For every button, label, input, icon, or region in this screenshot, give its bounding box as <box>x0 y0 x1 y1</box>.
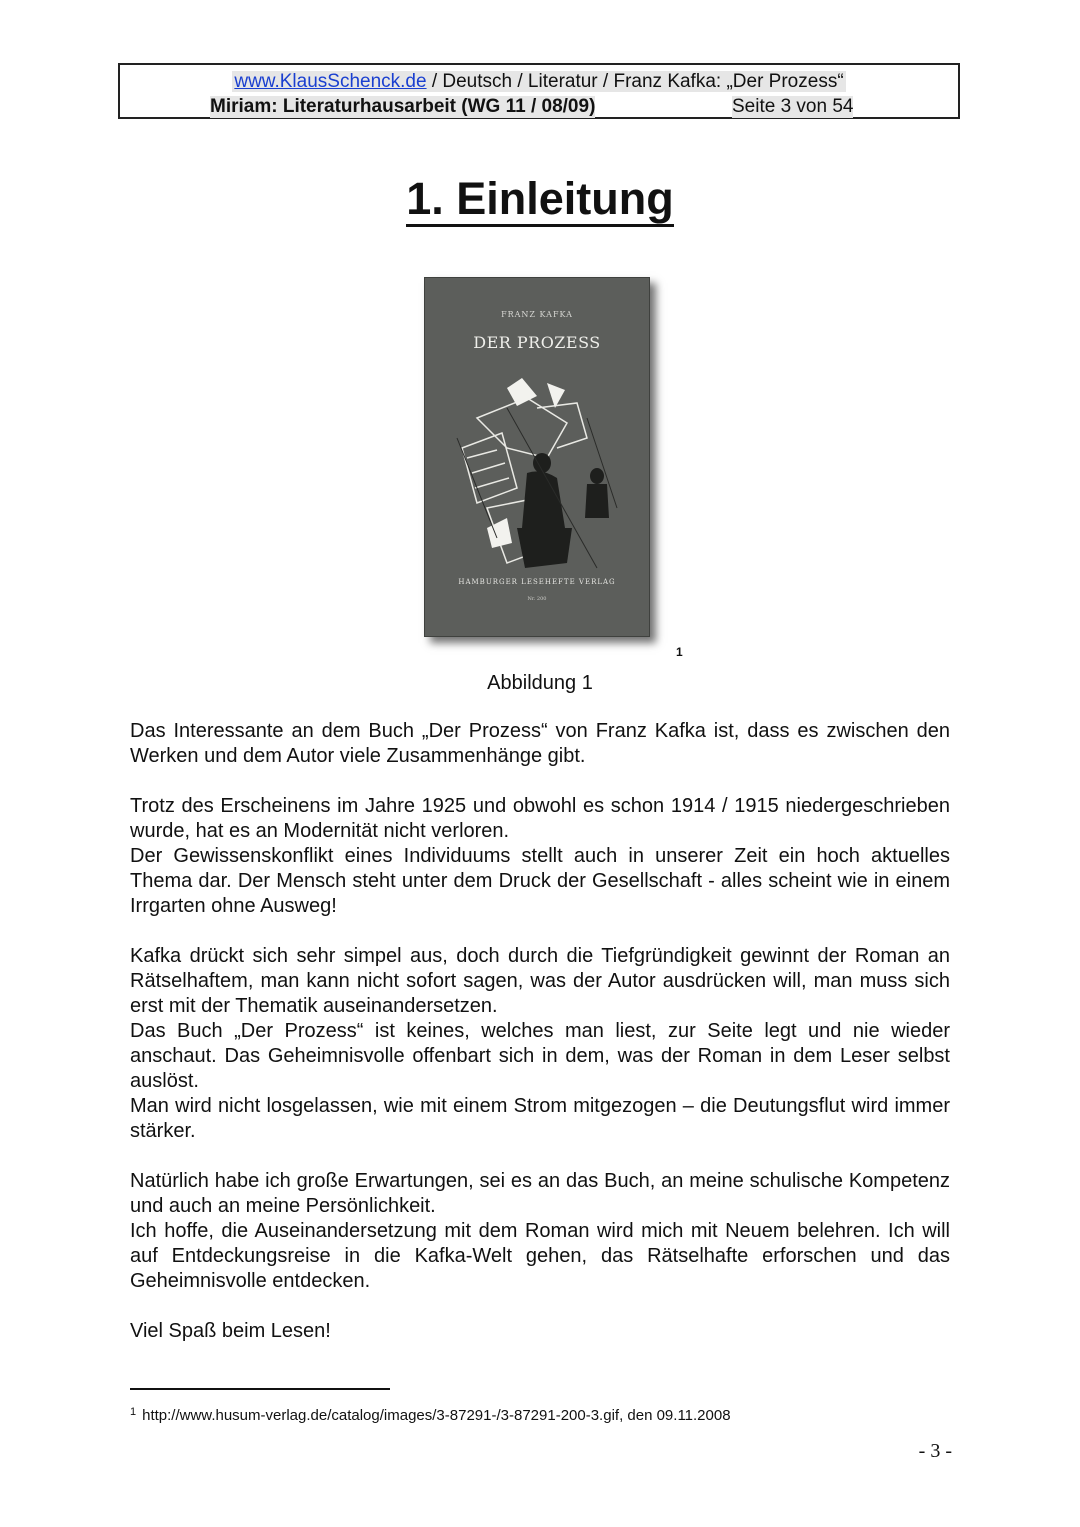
header-subtitle: Miriam: Literaturhausarbeit (WG 11 / 08/09) <box>210 96 596 117</box>
body-text <box>130 719 950 1369</box>
breadcrumb-path: / Deutsch / Literatur / Franz Kafka: „Der Prozess“ <box>426 71 844 92</box>
book-cover-image <box>424 277 650 637</box>
book-cover-title: DER PROZESS <box>473 333 601 352</box>
site-link[interactable]: www.KlausSchenck.de <box>234 71 427 92</box>
page-header <box>118 63 960 119</box>
book-cover-author: FRANZ KAFKA <box>501 310 573 319</box>
figure-footnote-ref: 1 <box>676 645 683 659</box>
paragraph-closing: Viel Spaß beim Lesen! <box>130 1320 331 1342</box>
book-cover-number: Nr. 200 <box>527 596 547 602</box>
paragraph-modernity: Trotz des Erscheinens im Jahre 1925 und obwohl es schon 1914 / 1915 niedergeschrieben wurde, hat es an Modernität nicht verloren. Der Gewissenskonflikt eines Individuums stellt auch in unserer Zeit ein hoch aktuelles Thema dar. Der Mensch steht unter dem Druck der Gesellschaft - alles scheint wie in einem Irrgarten ohne Ausweg! <box>130 795 950 917</box>
paragraph-intro: Das Interessante an dem Buch „Der Prozess“ von Franz Kafka ist, dass es zwischen den Werken und dem Autor viele Zusammenhänge gibt. <box>130 720 950 767</box>
figure-caption: Abbildung 1 <box>487 672 593 694</box>
footnote-number: 1 <box>130 1406 137 1418</box>
book-cover-publisher: HAMBURGER LESEHEFTE VERLAG <box>458 578 616 586</box>
book-cover-illustration <box>447 378 627 578</box>
header-page-info: Seite 3 von 54 <box>732 96 854 117</box>
page-title: 1. Einleitung <box>0 170 1080 228</box>
header-breadcrumb <box>120 71 958 93</box>
page-number: - 3 - <box>918 1440 952 1462</box>
paragraph-style: Kafka drückt sich sehr simpel aus, doch durch die Tiefgründigkeit gewinnt der Roman an Rätselhaftem, man kann nicht sofort sagen, was der Autor ausdrücken will, man muss sich erst mit der Thematik auseinandersetzen. Das Buch „Der Prozess“ ist keines, welches man liest, zur Seite legt und nie wieder anschaut. Das Geheimnisvolle offenbart sich in dem, was der Roman in dem Leser selbst auslöst. Man wird nicht losgelassen, wie mit einem Strom mitgezogen – die Deutungsflut wird immer stärker. <box>130 945 950 1142</box>
footnote <box>130 1402 731 1426</box>
footnote-text[interactable]: http://www.husum-verlag.de/catalog/images/3-87291-/3-87291-200-3.gif, den 09.11.2008 <box>142 1407 731 1424</box>
paragraph-expectations: Natürlich habe ich große Erwartungen, sei es an das Buch, an meine schulische Kompetenz und auch an meine Persönlichkeit. Ich hoffe, die Auseinandersetzung mit dem Roman wird mich mit Neuem belehren. Ich will auf Entdeckungsreise in die Kafka-Welt gehen, das Rätselhafte erforschen und das Geheimnisvolle entdecken. <box>130 1170 950 1292</box>
footnote-divider <box>130 1388 390 1390</box>
